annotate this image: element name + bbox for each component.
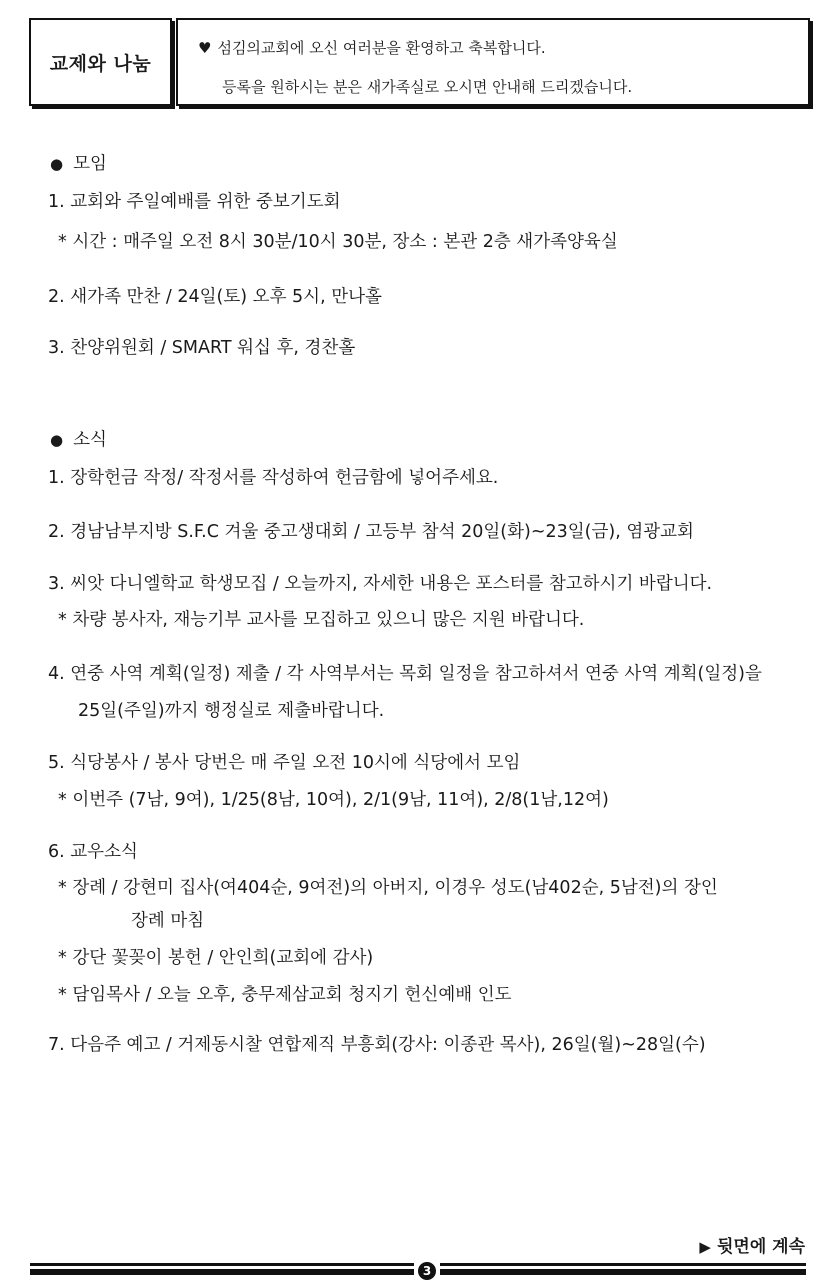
footer-rule-left-thick <box>30 1269 414 1275</box>
list-item: * 이번주 (7남, 9여), 1/25(8남, 10여), 2/1(9남, 11여), 2/8(1남,12여) <box>58 790 609 810</box>
footer-rule-left <box>30 1263 414 1266</box>
list-item: 2. 경남남부지방 S.F.C 겨울 중고생대회 / 고등부 참석 20일(화)~23일(금), 염광교회 <box>48 522 694 542</box>
meetings-heading: ● 모임 <box>50 154 107 174</box>
news-heading: ● 소식 <box>50 430 107 450</box>
list-item: * 강단 꽃꽂이 봉헌 / 안인희(교회에 감사) <box>58 948 374 968</box>
list-item: * 차량 봉사자, 재능기부 교사를 모집하고 있으니 많은 지원 바랍니다. <box>58 610 585 630</box>
welcome-line-2: 등록을 원하시는 분은 새가족실로 오시면 안내해 드리겠습니다. <box>222 78 633 96</box>
list-item: 3. 찬양위원회 / SMART 워십 후, 경찬홀 <box>48 338 356 358</box>
list-item: 25일(주일)까지 행정실로 제출바랍니다. <box>78 701 385 721</box>
list-item: 1. 교회와 주일예배를 위한 중보기도회 <box>48 192 341 212</box>
list-item: 장례 마침 <box>131 911 205 931</box>
welcome-box <box>176 18 810 106</box>
list-item: * 장례 / 강현미 집사(여404순, 9여전)의 아버지, 이경우 성도(남402순, 5남전)의 장인 <box>58 878 718 898</box>
list-item: 4. 연중 사역 계획(일정) 제출 / 각 사역부서는 목회 일정을 참고하셔서 연중 사역 계획(일정)을 <box>48 664 762 684</box>
list-item: 6. 교우소식 <box>48 842 138 862</box>
header-title-box <box>29 18 172 106</box>
list-item: 3. 씨앗 다니엘학교 학생모집 / 오늘까지, 자세한 내용은 포스터를 참고하시기 바랍니다. <box>48 574 713 594</box>
list-item: 5. 식당봉사 / 봉사 당번은 매 주일 오전 10시에 식당에서 모임 <box>48 753 521 773</box>
heart-icon: ♥ <box>198 39 212 57</box>
bullet-icon: ● <box>50 155 64 173</box>
welcome-line-1: ♥ 섬김의교회에 오신 여러분을 환영하고 축복합니다. <box>198 39 546 57</box>
list-item: 1. 장학헌금 작정/ 작정서를 작성하여 헌금함에 넣어주세요. <box>48 468 499 488</box>
footer-rule-right-thick <box>440 1269 806 1275</box>
triangle-right-icon: ▶ <box>699 1238 711 1256</box>
page-number: 3 <box>418 1262 436 1280</box>
bullet-icon: ● <box>50 431 64 449</box>
section-title: 교제와 나눔 <box>49 52 152 75</box>
list-item: * 시간 : 매주일 오전 8시 30분/10시 30분, 장소 : 본관 2층 새가족양육실 <box>58 232 618 252</box>
list-item: * 담임목사 / 오늘 오후, 충무제삼교회 청지기 헌신예배 인도 <box>58 985 512 1005</box>
footer-rule-right <box>440 1263 806 1266</box>
list-item: 2. 새가족 만찬 / 24일(토) 오후 5시, 만나홀 <box>48 287 382 307</box>
list-item: 7. 다음주 예고 / 거제동시찰 연합제직 부흥회(강사: 이종관 목사), 26일(월)~28일(수) <box>48 1035 706 1055</box>
continue-note: ▶ 뒷면에 계속 <box>699 1237 805 1257</box>
